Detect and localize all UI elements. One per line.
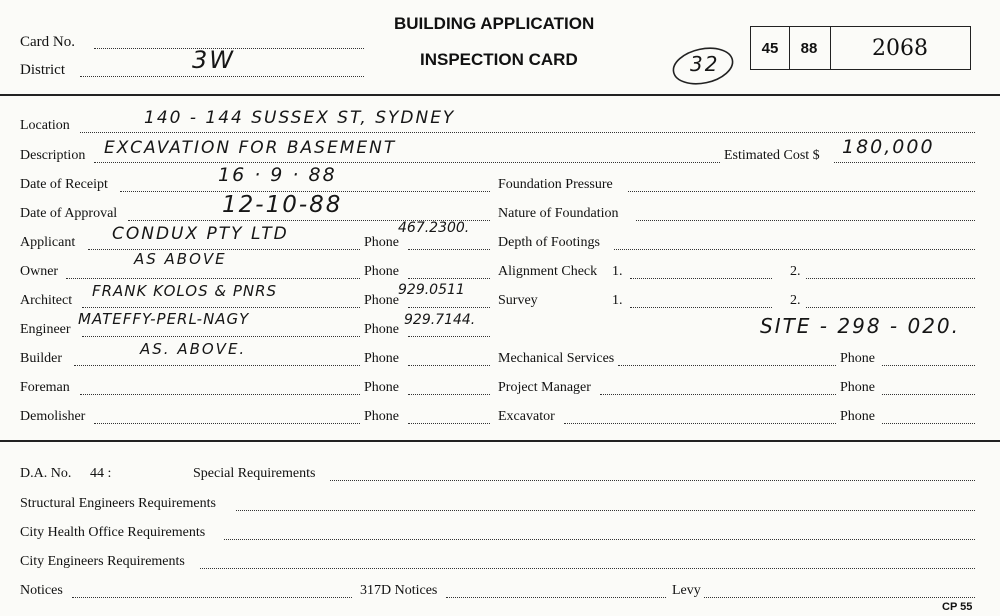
foundation-pressure-line[interactable] xyxy=(628,191,975,192)
description-label: Description xyxy=(20,148,86,163)
alignment-check-line-2[interactable] xyxy=(806,278,975,279)
city-health-label: City Health Office Requirements xyxy=(20,525,206,540)
architect-phone-line[interactable] xyxy=(408,307,490,308)
date-of-receipt-value: 16 · 9 · 88 xyxy=(218,164,337,186)
builder-label: Builder xyxy=(20,351,62,366)
estimated-cost-label: Estimated Cost $ xyxy=(724,148,820,163)
estimated-cost-line[interactable] xyxy=(834,162,975,163)
owner-phone-line[interactable] xyxy=(408,278,490,279)
builder-phone-label: Phone xyxy=(364,351,399,366)
mechanical-phone-line[interactable] xyxy=(882,365,975,366)
demolisher-label: Demolisher xyxy=(20,409,86,424)
architect-value: FRANK KOLOS & PNRS xyxy=(92,282,278,300)
mechanical-phone-label: Phone xyxy=(840,351,875,366)
date-of-receipt-label: Date of Receipt xyxy=(20,177,108,192)
title-line1: BUILDING APPLICATION xyxy=(394,14,595,33)
middle-divider xyxy=(0,440,1000,442)
city-engineers-label: City Engineers Requirements xyxy=(20,554,185,569)
form-code: CP 55 xyxy=(942,601,973,613)
foreman-phone-line[interactable] xyxy=(408,394,490,395)
location-value: 140 - 144 SUSSEX ST, SYDNEY xyxy=(144,108,456,128)
engineer-value: MATEFFY-PERL-NAGY xyxy=(78,310,250,328)
special-requirements-label: Special Requirements xyxy=(193,466,316,481)
survey-num-2: 2. xyxy=(790,293,801,308)
architect-phone-label: Phone xyxy=(364,293,399,308)
architect-label: Architect xyxy=(20,293,73,308)
builder-line[interactable] xyxy=(74,365,360,366)
demolisher-line[interactable] xyxy=(94,423,360,424)
card-box-3: 2068 xyxy=(830,26,971,70)
levy-label: Levy xyxy=(672,583,701,598)
city-engineers-line[interactable] xyxy=(200,568,975,569)
applicant-value: CONDUX PTY LTD xyxy=(112,224,289,244)
card-no-label: Card No. xyxy=(20,34,75,50)
date-of-approval-label: Date of Approval xyxy=(20,206,118,221)
alignment-check-label: Alignment Check xyxy=(498,264,598,279)
builder-value: AS. ABOVE. xyxy=(140,340,247,358)
architect-line[interactable] xyxy=(82,307,360,308)
applicant-phone-value: 467.2300. xyxy=(398,220,470,236)
district-line[interactable] xyxy=(80,76,364,77)
depth-of-footings-line[interactable] xyxy=(614,249,975,250)
architect-phone-value: 929.0511 xyxy=(398,282,465,298)
engineer-line[interactable] xyxy=(82,336,360,337)
district-label: District xyxy=(20,62,65,78)
applicant-phone-label: Phone xyxy=(364,235,399,250)
description-line[interactable] xyxy=(94,162,720,163)
special-requirements-line[interactable] xyxy=(330,480,975,481)
project-manager-phone-label: Phone xyxy=(840,380,875,395)
date-of-approval-value: 12-10-88 xyxy=(222,192,343,218)
engineer-phone-value: 929.7144. xyxy=(404,312,476,328)
engineer-phone-label: Phone xyxy=(364,322,399,337)
title-line2: INSPECTION CARD xyxy=(420,50,578,69)
owner-phone-label: Phone xyxy=(364,264,399,279)
foreman-line[interactable] xyxy=(80,394,360,395)
da-no-label: D.A. No. xyxy=(20,466,72,481)
site-note: SITE - 298 - 020. xyxy=(760,314,961,338)
nature-of-foundation-line[interactable] xyxy=(636,220,975,221)
applicant-label: Applicant xyxy=(20,235,76,250)
demolisher-phone-label: Phone xyxy=(364,409,399,424)
engineer-phone-line[interactable] xyxy=(408,336,490,337)
foreman-phone-label: Phone xyxy=(364,380,399,395)
district-value: 3W xyxy=(192,46,235,74)
card-box-2: 88 xyxy=(788,26,831,70)
top-divider xyxy=(0,94,1000,96)
alignment-num-1: 1. xyxy=(612,264,623,279)
mechanical-services-line[interactable] xyxy=(618,365,836,366)
project-manager-label: Project Manager xyxy=(498,380,591,395)
engineer-label: Engineer xyxy=(20,322,71,337)
excavator-label: Excavator xyxy=(498,409,555,424)
nature-of-foundation-label: Nature of Foundation xyxy=(498,206,619,221)
excavator-phone-label: Phone xyxy=(840,409,875,424)
estimated-cost-value: 180,000 xyxy=(842,136,935,158)
owner-label: Owner xyxy=(20,264,59,279)
owner-value: AS ABOVE xyxy=(134,250,227,268)
notices-317d-label: 317D Notices xyxy=(360,583,438,598)
card-box-1: 45 xyxy=(750,26,790,70)
survey-line-1[interactable] xyxy=(630,307,772,308)
city-health-line[interactable] xyxy=(224,539,975,540)
notices-317d-line[interactable] xyxy=(446,597,666,598)
alignment-check-line-1[interactable] xyxy=(630,278,772,279)
survey-line-2[interactable] xyxy=(806,307,975,308)
project-manager-line[interactable] xyxy=(600,394,836,395)
project-manager-phone-line[interactable] xyxy=(882,394,975,395)
demolisher-phone-line[interactable] xyxy=(408,423,490,424)
location-line[interactable] xyxy=(80,132,975,133)
notices-label: Notices xyxy=(20,583,63,598)
levy-line[interactable] xyxy=(704,597,975,598)
foreman-label: Foreman xyxy=(20,380,70,395)
foundation-pressure-label: Foundation Pressure xyxy=(498,177,613,192)
description-value: EXCAVATION FOR BASEMENT xyxy=(104,138,397,158)
excavator-line[interactable] xyxy=(564,423,836,424)
survey-num-1: 1. xyxy=(612,293,623,308)
alignment-num-2: 2. xyxy=(790,264,801,279)
structural-engineers-label: Structural Engineers Requirements xyxy=(20,496,216,511)
structural-engineers-line[interactable] xyxy=(236,510,975,511)
owner-line[interactable] xyxy=(66,278,360,279)
circle-mark: 32 xyxy=(690,52,720,76)
survey-label: Survey xyxy=(498,293,538,308)
da-no-value: 44 : xyxy=(90,466,112,481)
mechanical-services-label: Mechanical Services xyxy=(498,351,615,366)
excavator-phone-line[interactable] xyxy=(882,423,975,424)
builder-phone-line[interactable] xyxy=(408,365,490,366)
depth-of-footings-label: Depth of Footings xyxy=(498,235,600,250)
location-label: Location xyxy=(20,118,70,133)
notices-line[interactable] xyxy=(72,597,352,598)
applicant-phone-line[interactable] xyxy=(408,249,490,250)
